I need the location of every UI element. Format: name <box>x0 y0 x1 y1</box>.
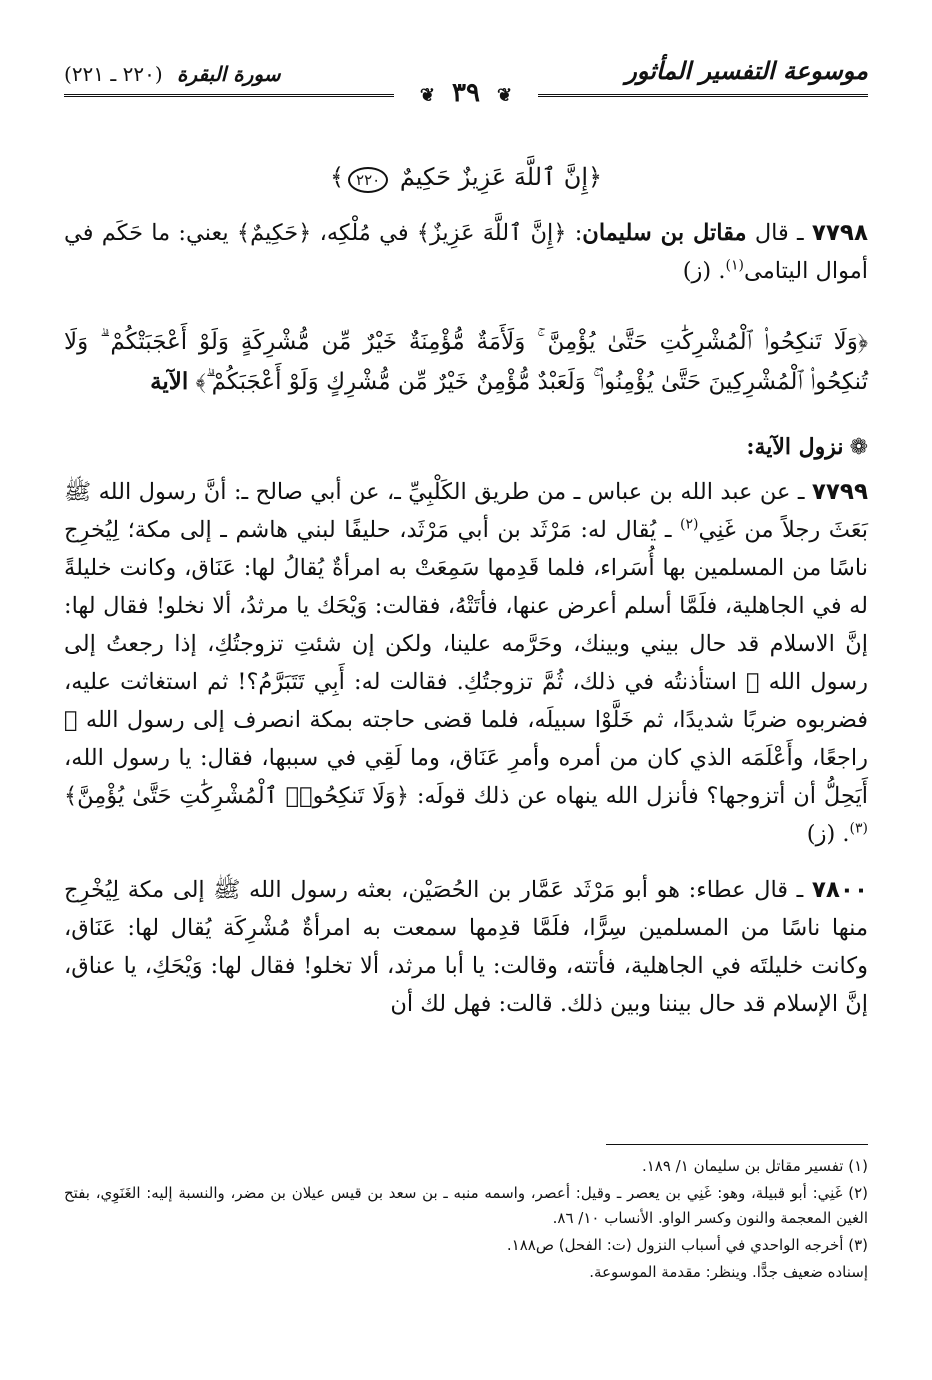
footnote-separator <box>606 1144 868 1145</box>
narration-intro: ـ قال <box>754 220 804 246</box>
footnote-3-note: إسناده ضعيف جدًّا. وينظر: مقدمة الموسوعة. <box>589 1263 868 1281</box>
page-number-row <box>0 78 932 108</box>
verse-220 <box>64 158 868 196</box>
footnote-1: (١) تفسير مقاتل بن سليمان ١/ ١٨٩. <box>641 1157 868 1175</box>
narration-text: ـ يُقال له: مَرْثَد بن أبي مَرْثَد، حليفًا لبني هاشم ـ إلى مكة؛ لِيُخرِج ناسًا من المسلمين بها أُسَراء، فلما قَدِمها سَمِعَتْ به امرأةٌ يُقالُ لها: عَنَاق، وكانت خليلةً له في الجاهلية، فلَمَّا أسلم أعرض عنها، فأتَتْهُ، فقالت: وَيْحَك يا مرثدُ، ألا نخلو! فقال لها: إنَّ الاسلام قد حال بيني وبينك، وحَرَّمه علينا، ولكن إن شئتِ تزوجتُكِ، إذا رجعتُ إلى رسول الله ﷺ استأذنتُه في ذلك، ثُمَّ تزوجتُكِ. فقالت له: أَبِي تَتَبَرَّمُ؟! ثم استغاثت عليه، فضربوه ضربًا شديدًا، ثم خَلَّوْا سبيلَه، فلما قضى حاجته بمكة انصرف إلى رسول الله ﷺ راجعًا، وأَعْلَمَه الذي كان من أمره وأمرِ عَنَاق، وما لَقِي في سببها، فقال: يا رسول الله، أَيَحِلُّ أن أتزوجها؟ فأنزل الله ينهاه عن ذلك قولَه: ﴿وَلَا تَنكِحُوا۟ ٱلْمُشْرِكَٰتِ حَتَّىٰ يُؤْمِنَّ﴾ <box>64 517 868 809</box>
page-number: ٣٩ <box>452 78 480 108</box>
narration-tail: . (ز) <box>682 258 726 284</box>
verse-221-line-1: ﴿وَلَا تَنكِحُوا۟ ٱلْمُشْرِكَٰتِ حَتَّىٰ يُؤْمِنَّ ۚ وَلَأَمَةٌ مُّؤْمِنَةٌ خَيْرٌ مِّن مُّشْرِكَةٍ وَلَوْ أَعْجَبَتْكُمْ ۗ <box>100 329 868 355</box>
verse-221-tail: الآية <box>150 368 189 395</box>
narration-7799 <box>64 473 868 853</box>
narration-7798 <box>64 214 868 290</box>
surah-name: سورة البقرة <box>177 62 281 86</box>
footnote-ref: (٣) <box>849 820 868 837</box>
verse-range: (٢٢٠ ـ ٢٢١) <box>64 62 163 86</box>
bracket-open: ﴿ <box>587 163 603 191</box>
narration-number: ٧٨٠٠ <box>811 877 868 903</box>
narration-tail: . (ز) <box>806 821 850 847</box>
narration-number: ٧٧٩٩ <box>811 479 869 505</box>
narration-author: مقاتل بن سليمان <box>582 220 747 246</box>
main-content <box>64 158 868 1041</box>
footnotes <box>64 1154 868 1287</box>
footnote-3: (٣) أخرجه الواحدي في أسباب النزول (ت: الفحل) ص١٨٨. <box>506 1236 868 1254</box>
ayah-number-marker: ٢٢٠ <box>348 167 388 193</box>
footnote-ref: (١) <box>725 257 744 274</box>
narration-text: ـ عن عبد الله بن عباس ـ من طريق الكَلْبِيِّ ـ، عن أبي صالح ـ: أنَّ رسول الله ﷺ بَعَثَ رجلاً من غَنِي <box>64 479 869 543</box>
footnote-ref: (٢) <box>680 516 699 533</box>
book-title: موسوعة التفسير المأثور <box>625 56 868 85</box>
bracket-close: ﴾ <box>329 163 345 191</box>
narration-number: ٧٧٩٨ <box>811 220 868 246</box>
ornament-icon: ❦ <box>419 85 435 106</box>
section-heading <box>64 428 868 467</box>
verse-220-text: إِنَّ ٱللَّهَ عَزِيزٌ حَكِيمٌ <box>399 163 588 191</box>
narration-text: : ﴿إِنَّ ٱللَّهَ عَزِيزٌ﴾ في مُلْكِه، ﴿حَكِيمٌ﴾ يعني: ما حَكَم في أموال اليتامى <box>64 220 868 284</box>
ornament-icon: ❦ <box>497 85 513 106</box>
section-title: نزول الآية: <box>746 434 844 460</box>
footnote-2: (٢) غَنِي: أبو قبيلة، وهو: غَنِي بن يعصر ـ وقيل: أعصر، واسمه منبه ـ بن سعد بن قيس عيلان بن مضر، والنسبة إليه: الغَنَوِي، بفتح الغين المعجمة والنون وكسر الواو. الأنساب ١٠/ ٨٦. <box>64 1184 868 1227</box>
verse-221 <box>64 322 868 402</box>
narration-text: ـ قال عطاء: هو أبو مَرْثَد عَمَّار بن الحُصَيْن، بعثه رسول الله ﷺ إلى مكة لِيُخْرِج منها ناسًا من المسلمين سِرًّا، فلَمَّا قدِمها سمعت به امرأةٌ مُشْرِكَة يُقال لها: عَنَاق، وكانت خليلتَه في الجاهلية، فأتته، وقالت: يا أبا مرثد، ألا تخلو! فقال لها: وَيْحَكِ، يا عناق، إنَّ الإسلام قد حال بيننا وبين ذلك. قالت: فهل لك أن <box>64 877 868 1017</box>
flower-icon: ❁ <box>849 435 868 460</box>
narration-7800 <box>64 871 868 1023</box>
verse-221-line-2: وَلَا تُنكِحُوا۟ ٱلْمُشْرِكِينَ حَتَّىٰ يُؤْمِنُوا۟ ۚ وَلَعَبْدٌ مُّؤْمِنٌ خَيْرٌ مِّن مُّشْرِكٍ وَلَوْ أَعْجَبَكُمْ ۗ﴾ <box>64 329 868 395</box>
